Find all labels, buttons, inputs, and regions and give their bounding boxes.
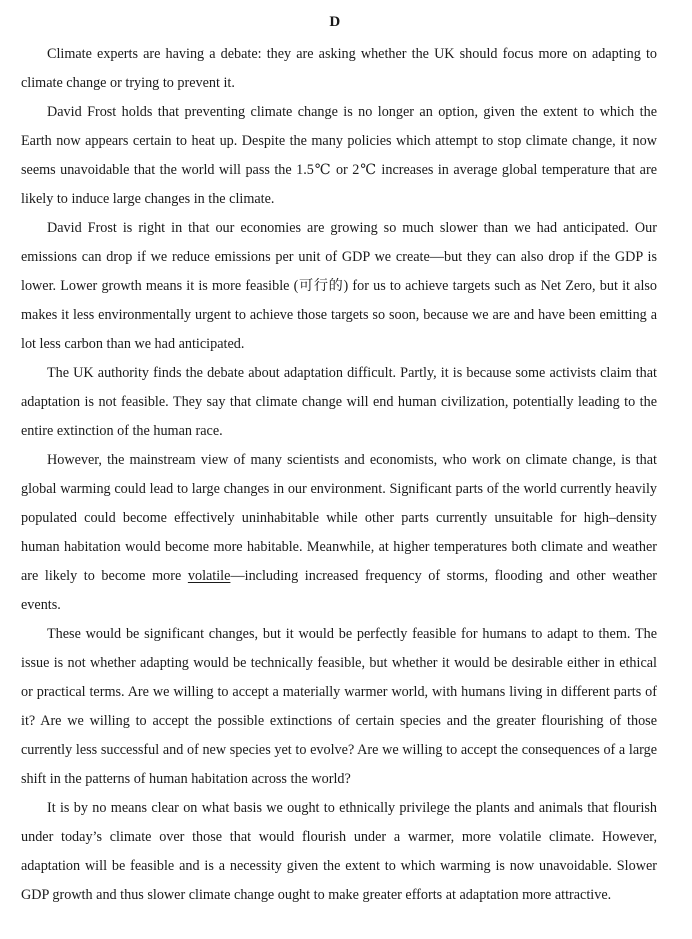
paragraph-5 — [21, 446, 657, 620]
paragraph-2: David Frost holds that preventing climate change is no longer an option, given the extent to which the Earth now appears certain to heat up. Despite the many policies which attempt to stop climate change, it now seems unavoidable that the world will pass the 1.5℃ or 2℃ increases in average global temperature that are likely to induce large changes in the climate. — [21, 104, 657, 207]
passage-body — [21, 40, 657, 910]
paragraph-1: Climate experts are having a debate: they are asking whether the UK should focus more on adapting to climate change or trying to prevent it. — [21, 46, 657, 91]
paragraph-7: It is by no means clear on what basis we ought to ethnically privilege the plants and animals that flourish under today’s climate over those that would flourish under a warmer, more volatile climate. However, adaptation will be feasible and is a necessity given the extent to which warming is now unavoidable. Slower GDP growth and thus slower climate change ought to make greater efforts at adaptation more attractive. — [21, 800, 657, 903]
underlined-word-volatile: volatile — [187, 568, 231, 584]
paragraph-5-text-before: However, the mainstream view of many scientists and economists, who work on climate change, is that global warming could lead to large changes in our environment. Significant parts of the world currently heavily populated could become effectively uninhabitable while other parts currently unsuitable for high–density human habitation would become more habitable. Meanwhile, at higher temperatures both climate and weather are likely to become more — [21, 452, 657, 584]
paragraph-4: The UK authority finds the debate about adaptation difficult. Partly, it is because some activists claim that adaptation is not feasible. They say that climate change will end human civilization, potentially leading to the entire extinction of the human race. — [21, 365, 657, 439]
paragraph-6: These would be significant changes, but it would be perfectly feasible for humans to adapt to them. The issue is not whether adapting would be technically feasible, but whether it would be desirable either in ethical or practical terms. Are we willing to accept a materially warmer world, with humans living in different parts of it? Are we willing to accept the possible extinctions of certain species and the greater flourishing of those currently less successful and of new species yet to evolve? Are we willing to accept the consequences of a large shift in the patterns of human habitation across the world? — [21, 626, 657, 787]
section-heading: D — [329, 14, 341, 30]
paragraph-3: David Frost is right in that our economies are growing so much slower than we had anticipated. Our emissions can drop if we reduce emissions per unit of GDP we create—but they can also drop if the GDP is lower. Lower growth means it is more feasible (可行的) for us to achieve targets such as Net Zero, but it also makes it less environmentally urgent to achieve those targets so soon, because we are and have been emitting a lot less carbon than we had anticipated. — [21, 220, 657, 352]
paragraph-5-text-after: —including increased frequency of storms, flooding and other weather events. — [21, 568, 657, 613]
